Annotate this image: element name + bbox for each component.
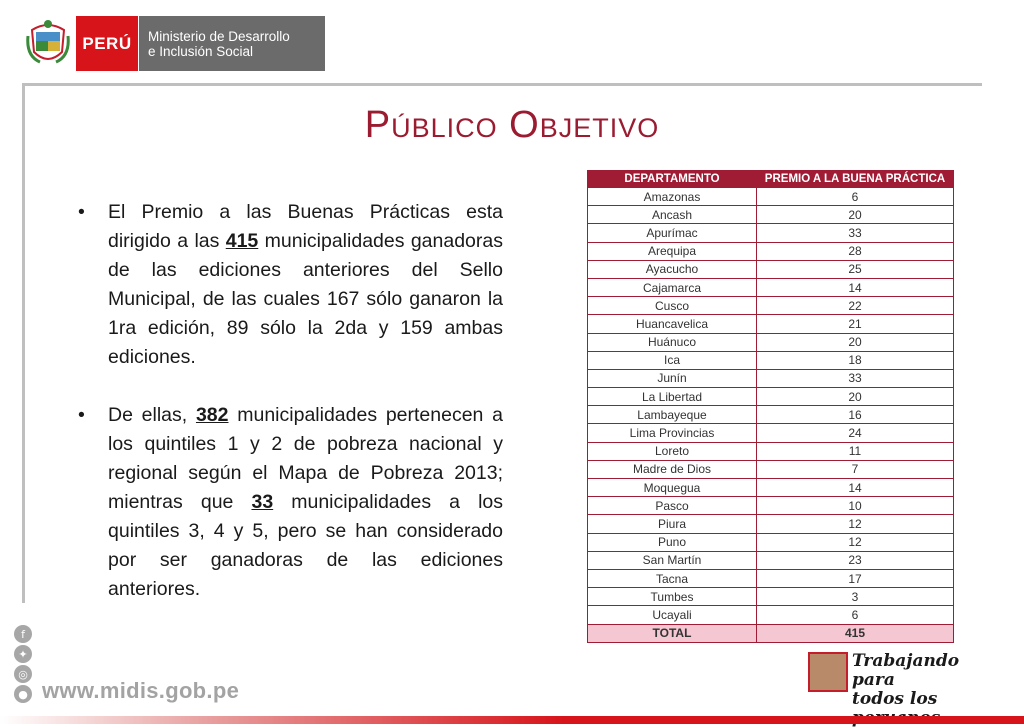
- ministry-logo: [139, 16, 325, 71]
- department-cell: Tacna: [588, 569, 757, 587]
- award-count-cell: 12: [757, 515, 954, 533]
- table-row: [588, 224, 954, 242]
- award-count-cell: 28: [757, 242, 954, 260]
- table-row: [588, 551, 954, 569]
- department-cell: Ucayali: [588, 606, 757, 624]
- award-count-cell: 25: [757, 260, 954, 278]
- award-count-cell: 14: [757, 278, 954, 296]
- bullet-1-text-a: El Premio a las Buenas Prácticas esta dirigido a las: [108, 201, 503, 252]
- department-cell: Ica: [588, 351, 757, 369]
- department-cell: Huancavelica: [588, 315, 757, 333]
- department-cell: Puno: [588, 533, 757, 551]
- award-count-cell: 23: [757, 551, 954, 569]
- table-row: [588, 497, 954, 515]
- award-count-cell: 20: [757, 206, 954, 224]
- table-row: [588, 606, 954, 624]
- award-count-cell: 6: [757, 188, 954, 206]
- department-cell: Madre de Dios: [588, 460, 757, 478]
- table-row: [588, 260, 954, 278]
- table-row: [588, 479, 954, 497]
- award-count-cell: 33: [757, 224, 954, 242]
- table-row: [588, 206, 954, 224]
- table-row: [588, 188, 954, 206]
- department-awards-table: [587, 170, 954, 643]
- slogan-banner: [808, 651, 984, 709]
- table-row: [588, 515, 954, 533]
- table-row: [588, 424, 954, 442]
- bullet-dot: •: [78, 404, 85, 426]
- table-row: [588, 297, 954, 315]
- award-count-cell: 33: [757, 369, 954, 387]
- department-cell: Cajamarca: [588, 278, 757, 296]
- bullet-2-number-2: 33: [251, 491, 274, 513]
- table-total-row: [588, 624, 954, 642]
- award-count-cell: 10: [757, 497, 954, 515]
- department-cell: Lambayeque: [588, 406, 757, 424]
- award-count-cell: 20: [757, 388, 954, 406]
- award-count-cell: 7: [757, 460, 954, 478]
- department-cell: Ancash: [588, 206, 757, 224]
- ministry-name-line1: Ministerio de Desarrollo: [148, 28, 290, 44]
- ministry-name-line2: e Inclusión Social: [148, 43, 254, 59]
- bullet-2-text-b: municipalidades pertenecen a los quintiles 1 y 2 de pobreza nacional y regional según el Mapa de Pobreza 2013; mientras que: [108, 404, 503, 513]
- table-row: [588, 569, 954, 587]
- bullet-1-number: 415: [225, 230, 259, 252]
- department-cell: Lima Provincias: [588, 424, 757, 442]
- award-count-cell: 12: [757, 533, 954, 551]
- bullet-dot: •: [78, 201, 85, 223]
- department-cell: Moquegua: [588, 479, 757, 497]
- table-row: [588, 351, 954, 369]
- slogan-line-1: Trabajando para: [852, 651, 960, 690]
- department-cell: Junín: [588, 369, 757, 387]
- table-row: [588, 588, 954, 606]
- bullet-item-2: [78, 401, 503, 604]
- award-count-cell: 21: [757, 315, 954, 333]
- table-row: [588, 242, 954, 260]
- table-row: [588, 442, 954, 460]
- frame-top-divider: [22, 83, 982, 86]
- award-count-cell: 3: [757, 588, 954, 606]
- table-row: [588, 388, 954, 406]
- total-value-cell: 415: [757, 624, 954, 642]
- table-row: [588, 333, 954, 351]
- bullet-list: [78, 198, 503, 633]
- total-label-cell: TOTAL: [588, 624, 757, 642]
- department-cell: Cusco: [588, 297, 757, 315]
- instagram-icon[interactable]: ◎: [14, 665, 32, 683]
- peru-logo: PERÚ: [76, 16, 138, 71]
- award-count-cell: 14: [757, 479, 954, 497]
- page-title: Público Objetivo: [364, 104, 660, 146]
- award-count-cell: 11: [757, 442, 954, 460]
- award-count-cell: 20: [757, 333, 954, 351]
- department-cell: Amazonas: [588, 188, 757, 206]
- table-row: [588, 460, 954, 478]
- flickr-icon[interactable]: ●: [14, 685, 32, 703]
- department-cell: Huánuco: [588, 333, 757, 351]
- president-photo: [808, 652, 848, 692]
- slogan-line-2: todos los: [852, 689, 938, 709]
- column-header-department: DEPARTAMENTO: [588, 171, 757, 188]
- department-cell: Arequipa: [588, 242, 757, 260]
- frame-left-divider: [22, 83, 25, 603]
- bullet-2-text-c: municipalidades a los quintiles 3, 4 y 5, pero se han considerado por ser ganadoras de las ediciones anteriores.: [108, 491, 503, 600]
- table-row: [588, 278, 954, 296]
- website-link[interactable]: www.midis.gob.pe: [42, 678, 240, 703]
- department-cell: La Libertad: [588, 388, 757, 406]
- twitter-icon[interactable]: ✦: [14, 645, 32, 663]
- department-cell: Loreto: [588, 442, 757, 460]
- department-cell: Ayacucho: [588, 260, 757, 278]
- footer-red-stripe: [0, 716, 1024, 724]
- department-cell: San Martín: [588, 551, 757, 569]
- department-cell: Tumbes: [588, 588, 757, 606]
- coat-of-arms-icon: [26, 16, 70, 68]
- facebook-icon[interactable]: f: [14, 625, 32, 643]
- award-count-cell: 24: [757, 424, 954, 442]
- column-header-award: PREMIO A LA BUENA PRÁCTICA: [757, 171, 954, 188]
- award-count-cell: 22: [757, 297, 954, 315]
- bullet-2-number-1: 382: [195, 404, 229, 426]
- department-cell: Piura: [588, 515, 757, 533]
- table-row: [588, 406, 954, 424]
- table-header-row: [588, 171, 954, 188]
- award-count-cell: 17: [757, 569, 954, 587]
- table-row: [588, 369, 954, 387]
- table-row: [588, 315, 954, 333]
- bullet-item-1: [78, 198, 503, 372]
- department-cell: Apurímac: [588, 224, 757, 242]
- award-count-cell: 18: [757, 351, 954, 369]
- award-count-cell: 16: [757, 406, 954, 424]
- table-row: [588, 533, 954, 551]
- department-cell: Pasco: [588, 497, 757, 515]
- bullet-1-text-b: municipalidades ganadoras de las ediciones anteriores del Sello Municipal, de las cuales 167 sólo ganaron la 1ra edición, 89 sólo la 2da y 159 ambas ediciones.: [108, 230, 503, 368]
- bullet-2-text-a: De ellas,: [108, 404, 196, 426]
- award-count-cell: 6: [757, 606, 954, 624]
